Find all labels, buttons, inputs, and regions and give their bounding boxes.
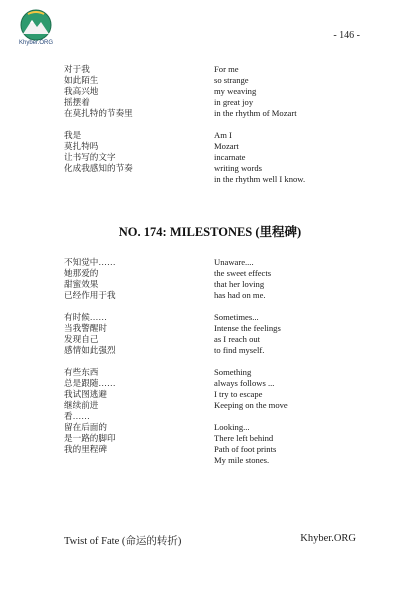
poem-line: 如此陌生 xyxy=(64,75,99,85)
footer-book-title: Twist of Fate (命运的转折) xyxy=(64,536,182,547)
poem-line: Something xyxy=(214,367,252,377)
poem1-chinese xyxy=(64,64,200,185)
poem-line: that her loving xyxy=(214,279,265,289)
poem-line: Sometimes... xyxy=(214,312,259,322)
poem-line: 是一路的脚印 xyxy=(64,433,116,443)
poem-line: so strange xyxy=(214,75,249,85)
poem-line: 当我警醒时 xyxy=(64,323,107,333)
poem-line: 我的里程碑 xyxy=(64,444,107,454)
poem-line: Unaware.... xyxy=(214,257,254,267)
poem-line: I try to escape xyxy=(214,389,263,399)
logo-text: Khyber.ORG xyxy=(18,40,53,46)
poem-line: Intense the feelings xyxy=(214,323,281,333)
poem-line: 我试图逃避 xyxy=(64,389,107,399)
poem-line: Mozart xyxy=(214,141,239,151)
poem-title: NO. 174: MILESTONES (里程碑) xyxy=(118,225,302,239)
poem2-english xyxy=(214,257,364,477)
stanza xyxy=(214,367,364,411)
stanza xyxy=(64,312,200,356)
poem1-english xyxy=(214,64,364,196)
poem-line: as I reach out xyxy=(214,334,261,344)
poem-line: 继续前进 xyxy=(64,400,99,410)
poem-line: 她那爱的 xyxy=(64,268,99,278)
poem-line: 有些东西 xyxy=(64,367,99,377)
khyber-logo xyxy=(13,8,59,50)
poem-line: 在莫扎特的节奏里 xyxy=(64,108,133,118)
poem-line: 让书写的文字 xyxy=(64,152,116,162)
poem-line: in the rhythm well I know. xyxy=(214,174,306,184)
poem-line: 感情如此强烈 xyxy=(64,345,116,355)
page-number: - 146 - xyxy=(333,30,360,41)
poem-line: in great joy xyxy=(214,97,254,107)
poem-line: There left behind xyxy=(214,433,274,443)
poem-line: 莫扎特吗 xyxy=(64,141,99,151)
mountain-logo-icon xyxy=(13,8,59,42)
poem-line: 留在后面的 xyxy=(64,422,107,432)
poem-line: always follows ... xyxy=(214,378,275,388)
poem-line: Path of foot prints xyxy=(214,444,277,454)
poem-line: 已经作用于我 xyxy=(64,290,116,300)
footer-site-name: Khyber.ORG xyxy=(300,533,356,544)
stanza xyxy=(214,64,364,119)
poem-line: writing words xyxy=(214,163,262,173)
poem-line: My mile stones. xyxy=(214,455,270,465)
poem-line: Am I xyxy=(214,130,232,140)
poem-line: 不知觉中…… xyxy=(64,257,116,267)
poem-line: my weaving xyxy=(214,86,257,96)
poem-line: 甜蜜效果 xyxy=(64,279,99,289)
poem2-chinese xyxy=(64,257,200,466)
poem-line: For me xyxy=(214,64,239,74)
poem-line: 我高兴地 xyxy=(64,86,99,96)
poem-line: 我是 xyxy=(64,130,82,140)
stanza xyxy=(214,257,364,301)
stanza xyxy=(214,130,364,185)
poem-line: Keeping on the move xyxy=(214,400,288,410)
poem-line: 总是跟随…… xyxy=(64,378,116,388)
poem-line: 摇摆着 xyxy=(64,97,90,107)
poem-line: has had on me. xyxy=(214,290,266,300)
poem-line: 对于我 xyxy=(64,64,90,74)
poem-line: 有时候…… xyxy=(64,312,107,322)
poem-line: 化成我感知的节奏 xyxy=(64,163,133,173)
poem-line: 看…… xyxy=(64,411,90,421)
stanza xyxy=(64,64,200,119)
poem-line: the sweet effects xyxy=(214,268,272,278)
poem-line: in the rhythm of Mozart xyxy=(214,108,297,118)
poem-line: incarnate xyxy=(214,152,246,162)
poem-line: 发现自己 xyxy=(64,334,99,344)
stanza xyxy=(214,422,364,466)
poem-line: to find myself. xyxy=(214,345,265,355)
stanza xyxy=(64,130,200,174)
stanza xyxy=(64,257,200,301)
poem-line: Looking... xyxy=(214,422,250,432)
stanza xyxy=(64,367,200,455)
stanza xyxy=(214,312,364,356)
